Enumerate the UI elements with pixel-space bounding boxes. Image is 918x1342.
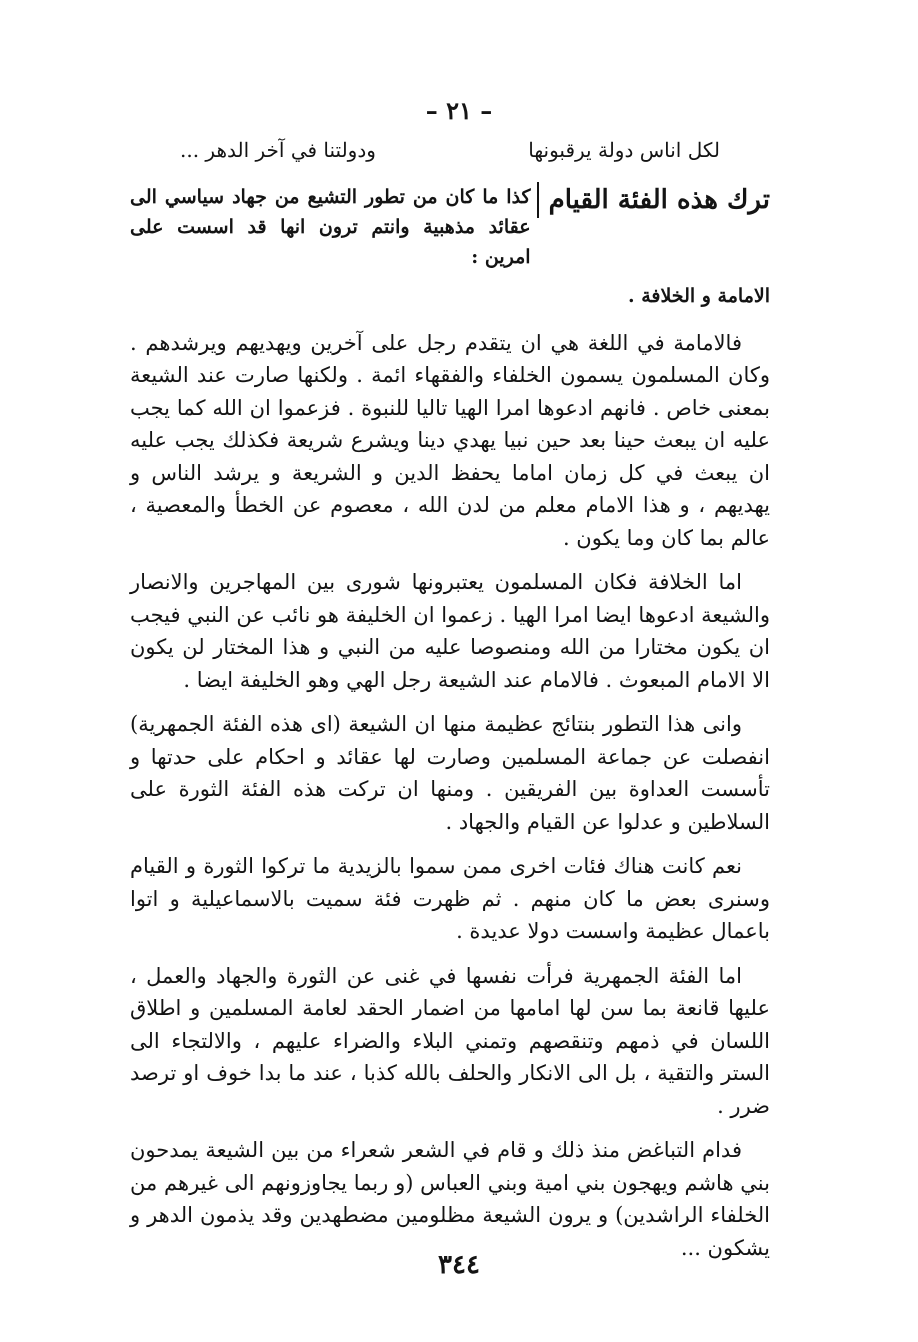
paragraph-zaydiyya: نعم كانت هناك فئات اخرى ممن سموا بالزيدية ما تركوا الثورة و القيام وسنرى بعض ما كان منهم . ثم ظهرت فئة سميت بالاسماعيلية و اتوا باعمال عظيمة واسست دولا عديدة . — [130, 854, 770, 943]
paragraph-jamhariyya: اما الفئة الجمهرية فرأت نفسها في غنى عن الثورة والجهاد والعمل ، عليها قانعة بما سن لها امامها من اضمار الحقد لعامة المسلمين و اطلاق اللسان في ذمهم وتنقصهم وتمني البلاء والضراء عليهم ، والالتجاء الى الستر والتقية ، بل الى الانكار والحلف بالله كذبا ، عند ما بدا خوف او ترصد ضرر . — [130, 963, 770, 1118]
paragraph-khilafa: اما الخلافة فكان المسلمون يعتبرونها شورى بين المهاجرين والانصار والشيعة ادعوها ايضا امرا الهيا . زعموا ان الخليفة هو نائب عن النبي فيجب ان يكون مختارا من الله ومنصوصا عليه من النبي و هذا المختار لن يكون الا الامام المبعوث . فالامام عند الشيعة رجل الهي وهو الخليفة ايضا . — [130, 570, 770, 692]
page-number-top: – ٢١ – — [425, 96, 493, 125]
poetry-verse — [180, 138, 720, 162]
body-text — [130, 182, 770, 1276]
paragraph-poets: فدام التباغض منذ ذلك و قام في الشعر شعراء من بين الشيعة يمدحون بني هاشم ويهجون بني امية وبني العباس (و ربما يجاوزونهم الى غيرهم من الخلفاء الراشدين) و يرون الشيعة مظلومين مضطهدين وقد يذمون الدهر و يشكون ... — [130, 1138, 770, 1260]
paragraph-consequences: وانى هذا التطور بنتائج عظيمة منها ان الشيعة (اى هذه الفئة الجمهرية) انفصلت عن جماعة المسلمين وصارت لها عقائد و احكام على حدتها و تأسست العداوة بين الفريقين . ومنها ان تركت هذه الفئة الثورة على السلاطين و عدلوا عن القيام والجهاد . — [130, 712, 770, 834]
section-intro-text: كذا ما كان من تطور التشيع من جهاد سياسي الى عقائد مذهبية وانتم ترون انها قد اسست على امرين : — [130, 186, 531, 268]
verse-second-hemistich: ودولتنا في آخر الدهر ... — [180, 138, 376, 162]
page-number-bottom: ٣٤٤ — [438, 1250, 480, 1280]
section-intro-tail: الامامة و الخلافة . — [627, 285, 770, 307]
verse-first-hemistich: لكل اناس دولة يرقبونها — [528, 138, 720, 162]
section-heading: ترك هذه الفئة القيام — [537, 182, 770, 218]
paragraph-imama: فالامامة في اللغة هي ان يتقدم رجل على آخرين ويهديهم ويرشدهم . وكان المسلمون يسمون الخلفاء والفقهاء ائمة . ولكنها صارت عند الشيعة بمعنى خاص . فانهم ادعوها امرا الهيا تاليا للنبوة . فزعموا ان الله كما يجب عليه ان يبعث حينا بعد حين نبيا يهدي دينا ويشرع شريعة فكذلك يجب عليه ان يبعث في كل زمان اماما يحفظ الدين و الشريعة و يرشد الناس و يهديهم ، و هذا الامام معلم من لدن الله ، معصوم عن الخطأ والمعصية ، عالم بما كان وما يكون . — [130, 330, 770, 550]
section-intro — [130, 182, 770, 272]
